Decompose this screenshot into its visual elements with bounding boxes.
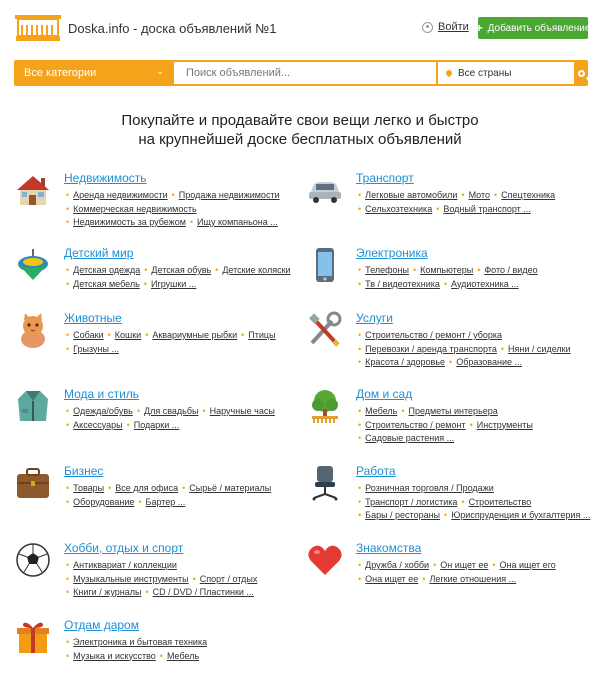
category-title[interactable]: Транспорт <box>356 171 414 185</box>
bullet-icon: • <box>171 190 175 200</box>
subcategory-link[interactable]: Сырьё / материалы <box>189 483 272 493</box>
category-title[interactable]: Услуги <box>356 311 393 325</box>
bullet-icon: • <box>66 343 70 354</box>
bullet-icon: • <box>358 560 362 570</box>
subcategory-line <box>358 189 598 203</box>
bullet-icon: • <box>66 406 70 416</box>
subcategory-line <box>66 496 306 510</box>
tools-icon[interactable] <box>306 311 344 349</box>
subcategory-list <box>358 189 598 216</box>
subcategory-link[interactable]: Мото <box>468 190 491 200</box>
bullet-icon: • <box>192 573 196 584</box>
bullet-icon: • <box>358 433 362 443</box>
subcategory-list <box>358 405 598 446</box>
category-select-value: Все категории <box>24 67 97 79</box>
bullet-icon: • <box>66 573 70 584</box>
bullet-icon: • <box>66 330 70 340</box>
subcategory-link[interactable]: Образование ... <box>456 357 522 367</box>
bullet-icon: • <box>66 265 70 275</box>
bullet-icon: • <box>469 419 473 430</box>
subcategory-list <box>358 329 598 370</box>
office-chair-icon[interactable] <box>306 464 344 502</box>
bullet-icon: • <box>433 560 437 570</box>
bullet-icon: • <box>66 278 70 289</box>
subcategory-line <box>358 509 598 523</box>
category-title[interactable]: Электроника <box>356 246 428 260</box>
bullet-icon: • <box>108 483 112 493</box>
subcategory-link[interactable]: Мебель <box>365 406 398 416</box>
subcategory-line <box>358 343 598 357</box>
bullet-icon: • <box>138 496 142 507</box>
subcategory-line <box>358 203 598 217</box>
subcategory-link[interactable]: Кошки <box>114 330 142 340</box>
subcategory-line <box>66 264 306 278</box>
subcategory-line <box>66 216 306 230</box>
subcategory-line <box>358 559 598 573</box>
subcategory-link[interactable]: Детская обувь <box>151 265 212 275</box>
subcategory-line <box>358 329 598 343</box>
logo-icon[interactable] <box>14 13 62 43</box>
subcategory-list <box>358 559 598 586</box>
subcategory-list <box>66 405 306 432</box>
subcategory-list <box>358 482 598 523</box>
bullet-icon: • <box>412 265 417 275</box>
subcategory-list <box>66 189 306 230</box>
subcategory-link[interactable]: Инструменты <box>476 419 533 430</box>
bullet-icon: • <box>66 650 70 661</box>
bullet-icon: • <box>241 330 245 340</box>
subcategory-link[interactable]: Строительство <box>468 496 532 507</box>
subcategory-link[interactable]: Аудиотехника ... <box>451 278 519 289</box>
subcategory-link[interactable]: Музыкальные инструменты <box>73 573 189 584</box>
subcategory-line <box>66 405 306 419</box>
subcategory-link[interactable]: Сельхозтехника <box>365 203 433 214</box>
bullet-icon: • <box>461 190 465 200</box>
subcategory-link[interactable]: Грызуны ... <box>73 343 119 354</box>
subcategory-link[interactable]: Спецтехника <box>501 190 556 200</box>
subcategory-link[interactable]: Тв / видеотехника <box>365 278 440 289</box>
category-title[interactable]: Мода и стиль <box>64 387 140 401</box>
subcategory-link[interactable]: CD / DVD / Пластинки ... <box>152 587 254 597</box>
add-listing-button[interactable] <box>475 17 591 39</box>
bullet-icon: • <box>358 483 362 493</box>
subcategory-link[interactable]: Спорт / отдых <box>199 573 258 584</box>
soccer-ball-icon[interactable] <box>14 541 52 579</box>
bullet-icon: • <box>202 406 206 416</box>
subcategory-link[interactable]: Мебель <box>166 650 200 661</box>
subcategory-link[interactable]: Игрушки ... <box>150 278 197 289</box>
bullet-icon: • <box>159 650 163 661</box>
bullet-icon: • <box>126 419 130 430</box>
bullet-icon: • <box>449 357 453 367</box>
category-title[interactable]: Отдам даром <box>64 618 139 632</box>
bullet-icon: • <box>66 587 70 597</box>
bullet-icon: • <box>66 560 70 570</box>
subcategory-link[interactable]: Легковые автомобили <box>365 190 458 200</box>
subcategory-link[interactable]: Бары / рестораны <box>365 510 441 520</box>
header <box>0 0 600 56</box>
subcategory-line <box>358 264 598 278</box>
bullet-icon: • <box>358 330 362 340</box>
subcategory-line <box>66 636 306 650</box>
subcategory-line <box>358 278 598 292</box>
subcategory-link[interactable]: Детская одежда <box>73 265 141 275</box>
subcategory-link[interactable]: Юриспруденция и бухгалтерия ... <box>451 510 591 520</box>
add-listing-label: Добавить объявление <box>487 22 591 34</box>
subcategory-line <box>66 586 306 600</box>
heart-icon[interactable] <box>306 541 344 579</box>
car-icon[interactable] <box>306 171 344 209</box>
subcategory-link[interactable]: Он ищет ее <box>440 560 489 570</box>
subcategory-link[interactable]: Все для офиса <box>115 483 179 493</box>
subcategory-line <box>66 650 306 664</box>
bullet-icon: • <box>494 190 498 200</box>
subcategory-line <box>66 329 306 343</box>
bullet-icon: • <box>461 496 465 507</box>
subcategory-link[interactable]: Фото / видео <box>484 265 538 275</box>
bullet-icon: • <box>66 217 70 227</box>
bullet-icon: • <box>422 573 426 584</box>
subcategory-line <box>66 343 306 357</box>
site-title: Doska.info - доска объявлений №1 <box>68 21 277 36</box>
kitten-icon[interactable] <box>14 311 52 349</box>
category-title[interactable]: Работа <box>356 464 396 478</box>
bullet-icon: • <box>358 573 362 584</box>
tagline <box>0 111 600 149</box>
bullet-icon: • <box>66 637 70 647</box>
subcategory-line <box>66 189 306 203</box>
spinning-top-icon[interactable] <box>14 246 52 284</box>
bullet-icon: • <box>107 330 111 340</box>
subcategory-link[interactable]: Собаки <box>73 330 104 340</box>
subcategory-link[interactable]: Компьютеры <box>420 265 474 275</box>
bullet-icon: • <box>358 203 362 214</box>
subcategory-line <box>358 432 598 446</box>
subcategory-link[interactable]: Для свадьбы <box>143 406 199 416</box>
subcategory-link[interactable]: Легкие отношения ... <box>429 573 517 584</box>
tree-icon[interactable] <box>306 387 344 425</box>
subcategory-list <box>66 559 306 600</box>
login-link[interactable] <box>422 21 469 33</box>
bullet-icon: • <box>145 330 149 340</box>
subcategory-list <box>358 264 598 291</box>
subcategory-link[interactable]: Предметы интерьера <box>408 406 498 416</box>
subcategory-list <box>66 329 306 356</box>
subcategory-link[interactable]: Птицы <box>248 330 276 340</box>
bullet-icon: • <box>443 278 448 289</box>
bullet-icon: • <box>492 560 496 570</box>
subcategory-line <box>66 482 306 496</box>
search-button[interactable] <box>574 60 588 86</box>
bullet-icon: • <box>189 217 194 227</box>
subcategory-link[interactable]: Красота / здоровье <box>365 357 446 367</box>
subcategory-line <box>358 496 598 510</box>
bullet-icon: • <box>444 510 448 520</box>
subcategory-link[interactable]: Розничная торговля / Продажи <box>365 483 494 493</box>
bullet-icon: • <box>436 203 440 214</box>
search-icon <box>578 70 585 77</box>
subcategory-line <box>358 405 598 419</box>
subcategory-link[interactable]: Аквариумные рыбки <box>152 330 238 340</box>
subcategory-link[interactable]: Антиквариат / коллекции <box>73 560 177 570</box>
bullet-icon: • <box>358 278 362 289</box>
subcategory-link[interactable]: Оборудование <box>73 496 135 507</box>
category-title[interactable]: Недвижимость <box>64 171 147 185</box>
region-select[interactable] <box>438 62 574 84</box>
bullet-icon: • <box>145 587 149 597</box>
briefcase-icon[interactable] <box>14 464 52 502</box>
subcategory-link[interactable]: Транспорт / логистика <box>365 496 458 507</box>
region-value: Все страны <box>458 67 512 79</box>
phone-icon[interactable] <box>306 246 344 284</box>
subcategory-link[interactable]: Она ищет ее <box>365 573 419 584</box>
subcategory-list <box>66 482 306 509</box>
subcategory-link[interactable]: Товары <box>73 483 105 493</box>
bullet-icon: • <box>358 419 362 430</box>
subcategory-line <box>358 356 598 370</box>
house-icon[interactable] <box>14 171 52 209</box>
bullet-icon: • <box>66 190 70 200</box>
category-title[interactable]: Дом и сад <box>356 387 413 401</box>
subcategory-line <box>66 278 306 292</box>
subcategory-line <box>358 419 598 433</box>
subcategory-line <box>358 573 598 587</box>
bullet-icon: • <box>144 265 148 275</box>
subcategory-link[interactable]: Перевозки / аренда транспорта <box>365 343 497 354</box>
subcategory-link[interactable]: Книги / журналы <box>73 587 142 597</box>
subcategory-link[interactable]: Аренда недвижимости <box>73 190 168 200</box>
category-title[interactable]: Бизнес <box>64 464 104 478</box>
bullet-icon: • <box>358 406 362 416</box>
jacket-icon[interactable] <box>14 387 52 425</box>
subcategory-link[interactable]: Аксессуары <box>73 419 123 430</box>
bullet-icon: • <box>358 496 362 507</box>
chevron-down-icon: ⌄ <box>156 66 164 76</box>
tagline-line-1: Покупайте и продавайте свои вещи легко и быстро <box>121 112 479 129</box>
bullet-icon: • <box>358 190 362 200</box>
subcategory-link[interactable]: Ищу компаньона ... <box>197 217 278 227</box>
category-title[interactable]: Хобби, отдых и спорт <box>64 541 184 555</box>
location-pin-icon <box>445 69 453 77</box>
subcategory-line <box>66 203 306 217</box>
subcategory-link[interactable]: Дружба / хобби <box>365 560 430 570</box>
category-select[interactable] <box>18 63 168 83</box>
subcategory-link[interactable]: Строительство / ремонт / уборка <box>365 330 502 340</box>
gift-icon[interactable] <box>14 618 52 656</box>
subcategory-link[interactable]: Коммерческая недвижимость <box>73 203 197 214</box>
subcategory-link[interactable]: Водный транспорт ... <box>443 203 531 214</box>
subcategory-line <box>66 559 306 573</box>
bullet-icon: • <box>500 343 505 354</box>
subcategory-link[interactable]: Наручные часы <box>209 406 275 416</box>
bullet-icon: • <box>477 265 481 275</box>
bullet-icon: • <box>215 265 219 275</box>
subcategory-line <box>66 573 306 587</box>
category-title[interactable]: Знакомства <box>356 541 422 555</box>
subcategory-link[interactable]: Подарки ... <box>133 419 180 430</box>
subcategory-line <box>66 419 306 433</box>
plus-icon: + <box>475 21 483 35</box>
bullet-icon: • <box>136 406 140 416</box>
subcategory-link[interactable]: Строительство / ремонт <box>365 419 466 430</box>
subcategory-link[interactable]: Детские коляски <box>222 265 291 275</box>
subcategory-link[interactable]: Музыка и искусство <box>73 650 156 661</box>
subcategory-line <box>358 482 598 496</box>
bullet-icon: • <box>66 496 70 507</box>
subcategory-link[interactable]: Продажа недвижимости <box>178 190 280 200</box>
search-input[interactable] <box>174 62 436 84</box>
bullet-icon: • <box>358 357 362 367</box>
bullet-icon: • <box>143 278 147 289</box>
category-title[interactable]: Животные <box>64 311 122 325</box>
subcategory-link[interactable]: Садовые растения ... <box>365 433 455 443</box>
bullet-icon: • <box>358 343 362 354</box>
search-bar <box>14 60 588 86</box>
subcategory-link[interactable]: Она ищет его <box>499 560 556 570</box>
tagline-line-2: на крупнейшей доске бесплатных объявлений <box>138 131 462 148</box>
bullet-icon: • <box>358 265 362 275</box>
subcategory-list <box>66 636 306 663</box>
bullet-icon: • <box>401 406 405 416</box>
subcategory-link[interactable]: Электроника и бытовая техника <box>73 637 208 647</box>
subcategory-link[interactable]: Одежда/обувь <box>73 406 133 416</box>
subcategory-link[interactable]: Телефоны <box>365 265 409 275</box>
category-title[interactable]: Детский мир <box>64 246 134 260</box>
bullet-icon: • <box>66 203 70 214</box>
subcategory-link[interactable]: Детская мебель <box>73 278 140 289</box>
subcategory-list <box>66 264 306 291</box>
subcategory-link[interactable]: Няни / сиделки <box>508 343 571 354</box>
bullet-icon: • <box>182 483 186 493</box>
user-icon <box>422 22 433 33</box>
subcategory-link[interactable]: Недвижимость за рубежом <box>73 217 186 227</box>
subcategory-link[interactable]: Бартер ... <box>145 496 186 507</box>
login-label: Войти <box>438 21 469 33</box>
bullet-icon: • <box>66 419 70 430</box>
bullet-icon: • <box>358 510 362 520</box>
bullet-icon: • <box>66 483 70 493</box>
